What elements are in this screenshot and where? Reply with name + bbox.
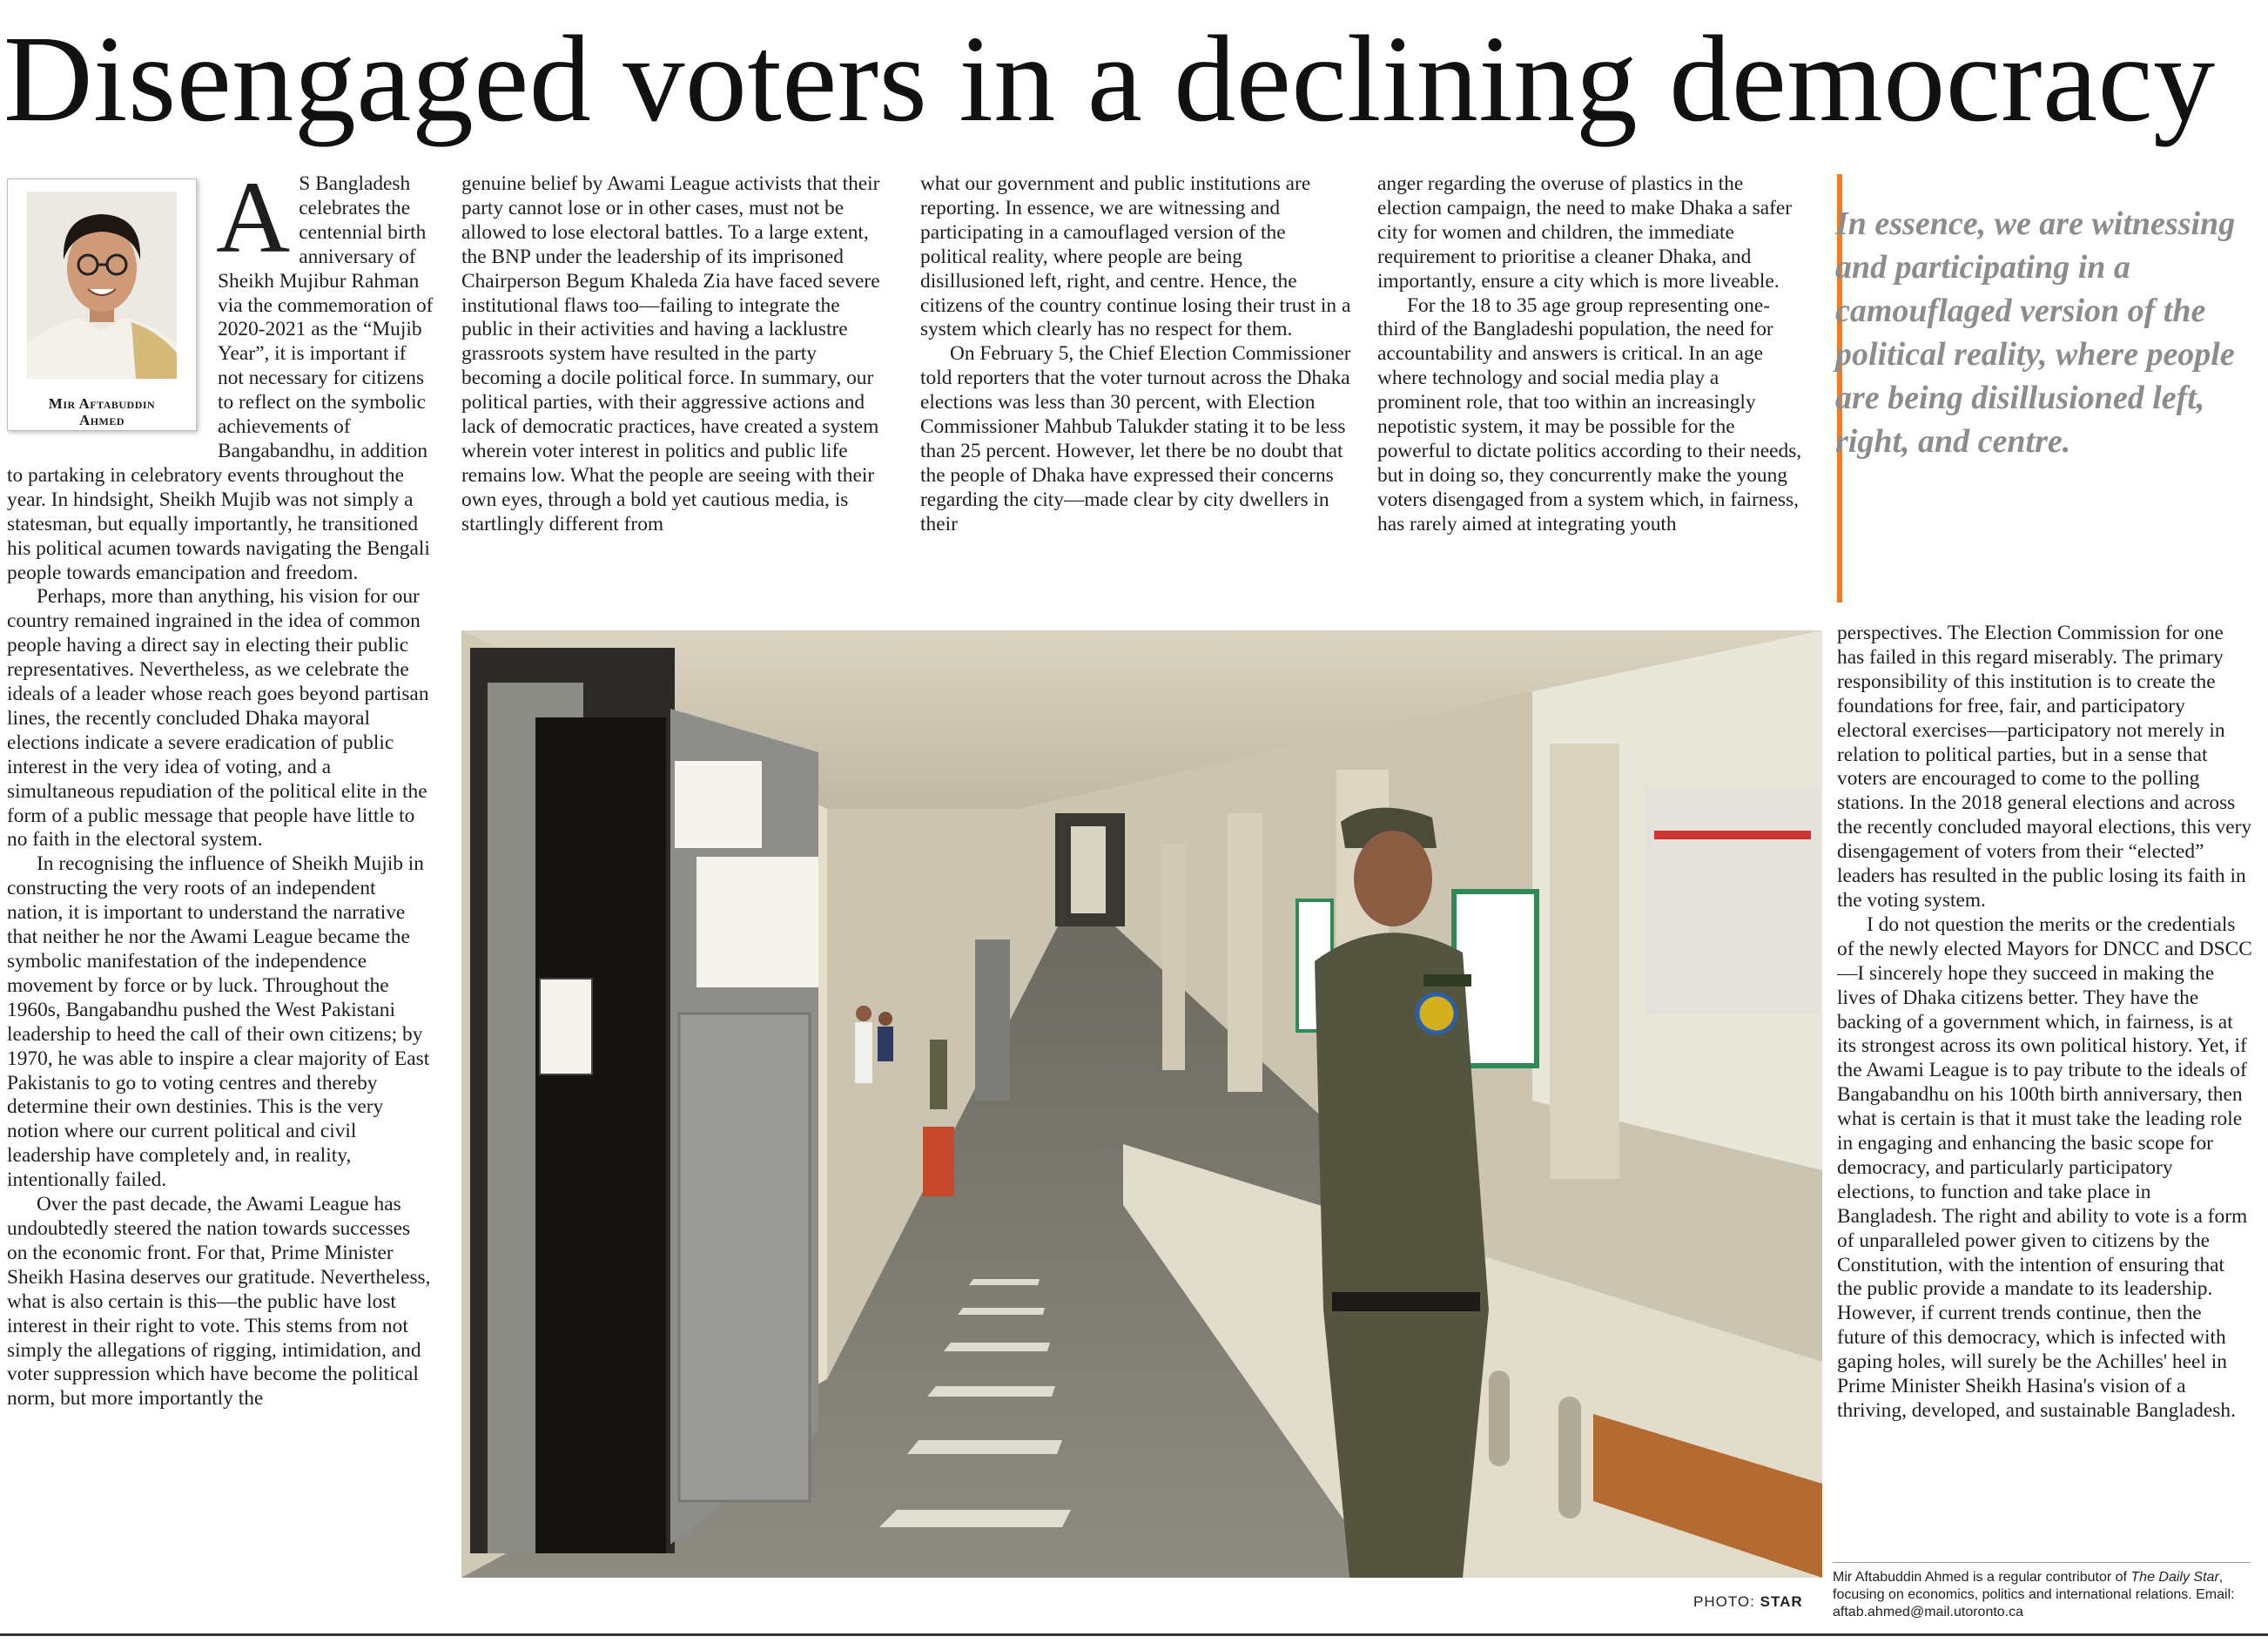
author-name-line2: Ahmed bbox=[78, 412, 125, 428]
drop-cap: A bbox=[216, 172, 291, 274]
bio-publication: The Daily Star bbox=[2130, 1570, 2219, 1585]
paragraph: Perhaps, more than anything, his vision for our country remained ingrained in the idea of common people having a direct say in electing their public representatives. Nevertheless, as we celebrate the ideals of a leader whose reach goes beyond partisan lines, the recently concluded Dhaka mayoral elections indicate a severe eradication of public interest in the very idea of voting, and a simultaneous repudiation of the political elite in the form of a public message that people have little to no faith in the electoral system. bbox=[7, 585, 429, 852]
article-column-5 bbox=[1837, 622, 2253, 1536]
paragraph: perspectives. The Election Commission for one has failed in this regard miserably. The primary responsibility of this institution is to create the foundations for free, fair, and participatory electoral exercises—participatory not merely in relation to political parties, but in a sense that voters are encouraged to come to the polling stations. In the 2018 general elections and across the recently concluded mayoral elections, this very disengagement of voters from their “elected” leaders has resulted in the public losing its faith in the voting system. bbox=[1837, 622, 2252, 912]
author-card-spacer bbox=[7, 172, 218, 441]
polling-centre-corridor-illustration bbox=[461, 630, 1822, 1578]
bio-suffix: , focusing on economics, politics and international relations. Email: aftab.ahmed@mail.utoronto.ca bbox=[1833, 1570, 2235, 1619]
article-photo bbox=[461, 630, 1822, 1578]
author-name-line1: Mir Aftabuddin bbox=[48, 395, 156, 412]
article-column-3 bbox=[920, 172, 1351, 616]
photo-credit-label: PHOTO: bbox=[1693, 1593, 1755, 1610]
headline: Disengaged voters in a declining democracy bbox=[3, 10, 2216, 147]
article-column-4 bbox=[1377, 172, 1807, 616]
bio-prefix: Mir Aftabuddin Ahmed is a regular contributor of bbox=[1833, 1570, 2131, 1585]
bottom-rule bbox=[0, 1633, 2268, 1636]
paragraph: Over the past decade, the Awami League has undoubtedly steered the nation towards successes on the economic front. For that, Prime Minister Sheikh Hasina deserves our gratitude. Nevertheless, what is also certain is this—the public have lost interest in their right to vote. This stems from not simply the allegations of rigging, intimidation, and voter suppression which have become the political norm, but more importantly the bbox=[7, 1193, 431, 1411]
article-column-2 bbox=[461, 172, 888, 616]
author-bio bbox=[1833, 1569, 2251, 1621]
paragraph: On February 5, the Chief Election Commissioner told reporters that the voter turnout across the Dhaka elections was less than 30 percent, with Election Commissioner Mahbub Talukder stating it to be less than 25 percent. However, let there be no doubt that the people of Dhaka have expressed their concerns regarding the city—made clear by city dwellers in their bbox=[920, 342, 1351, 535]
paragraph: what our government and public institutions are reporting. In essence, we are witnessing and participating in a camouflaged version of the political reality, where people are being disillusioned left, right, and centre. Hence, the citizens of the country continue losing their trust in a system which clearly has no respect for them. bbox=[920, 172, 1351, 341]
photo-credit-source: STAR bbox=[1760, 1593, 1803, 1610]
paragraph: In recognising the influence of Sheikh Mujib in constructing the very roots of an independent nation, it is important to understand the narrative that neither he nor the Awami League became the symbolic manifestation of the independence movement by force or by luck. Throughout the 1960s, Bangabandhu pushed the West Pakistani leadership to heed the call of their own citizens; by 1970, he was able to inspire a clear majority of East Pakistanis to go to voting centres and thereby determine their own destinies. This is the very notion where our current political and civil leadership have completely and, in reality, intentionally failed. bbox=[7, 852, 430, 1192]
paragraph: genuine belief by Awami League activists that their party cannot lose or in other cases, must not be allowed to lose electoral battles. To a large extent, the BNP under the leadership of its imprisoned Chairperson Begum Khaleda Zia have faced severe institutional flaws too—failing to integrate the public in their activities and having a lacklustre grassroots system have resulted in the party becoming a docile political force. In summary, our political parties, with their aggressive actions and lack of democratic practices, have created a system wherein voter interest in politics and public life remains low. What the people are seeing with their own eyes, through a bold yet cautious media, is startlingly different from bbox=[461, 172, 880, 535]
pullquote: In essence, we are witnessing and participating in a camouflaged version of the political reality, where people are being disillusioned left, right, and centre. bbox=[1835, 205, 2236, 460]
photo-credit bbox=[1693, 1593, 1803, 1611]
article-column-1 bbox=[7, 172, 435, 1635]
paragraph: For the 18 to 35 age group representing one-third of the Bangladeshi population, the need for accountability and answers is critical. In an age where technology and social media play a prominent role, that too within an increasingly nepotistic system, it may be possible for the powerful to dictate politics according to their needs, but in doing so, they concurrently make the young voters disengaged from a system which, in fairness, has rarely aimed at integrating youth bbox=[1377, 293, 1802, 535]
paragraph: S Bangladesh celebrates the centennial birth anniversary of Sheikh Mujibur Rahman via the commemoration of 2020-2021 as the “Mujib Year”, it is important if not necessary for citizens to reflect on the symbolic achievements of Bangabandhu, in addition to partaking in celebratory events throughout the year. In hindsight, Sheikh Mujib was not simply a statesman, but equally importantly, he transitioned his political acumen towards navigating the Bengali people towards emancipation and freedom. bbox=[7, 172, 434, 584]
paragraph: I do not question the merits or the credentials of the newly elected Mayors for DNCC and DSCC—I sincerely hope they succeed in making the lives of Dhaka citizens better. They have the backing of a government which, in fairness, is at its strongest across its own political history. Yet, if the Awami League is to pay tribute to the ideals of Bangabandhu on his 100th birth anniversary, then what is certain is that it must take the leading role in engaging and enhancing the basic scope for democracy, and particularly participatory elections, to function and take place in Bangladesh. The right and ability to vote is a form of unparalleled power given to citizens by the Constitution, with the intention of ensuring that the public provide a mandate to its leadership. However, if current trends continue, then the future of this democracy, which is infected with gaping holes, will surely be the Achilles' heel in Prime Minister Sheikh Hasina's vision of a thriving, developed, and sustainable Bangladesh. bbox=[1837, 912, 2252, 1422]
bio-divider bbox=[1833, 1562, 2251, 1563]
paragraph: anger regarding the overuse of plastics in the election campaign, the need to make Dhaka a safer city for women and children, the immediate requirement to prioritise a cleaner Dhaka, and importantly, ensure a city which is more liveable. bbox=[1377, 172, 1793, 293]
